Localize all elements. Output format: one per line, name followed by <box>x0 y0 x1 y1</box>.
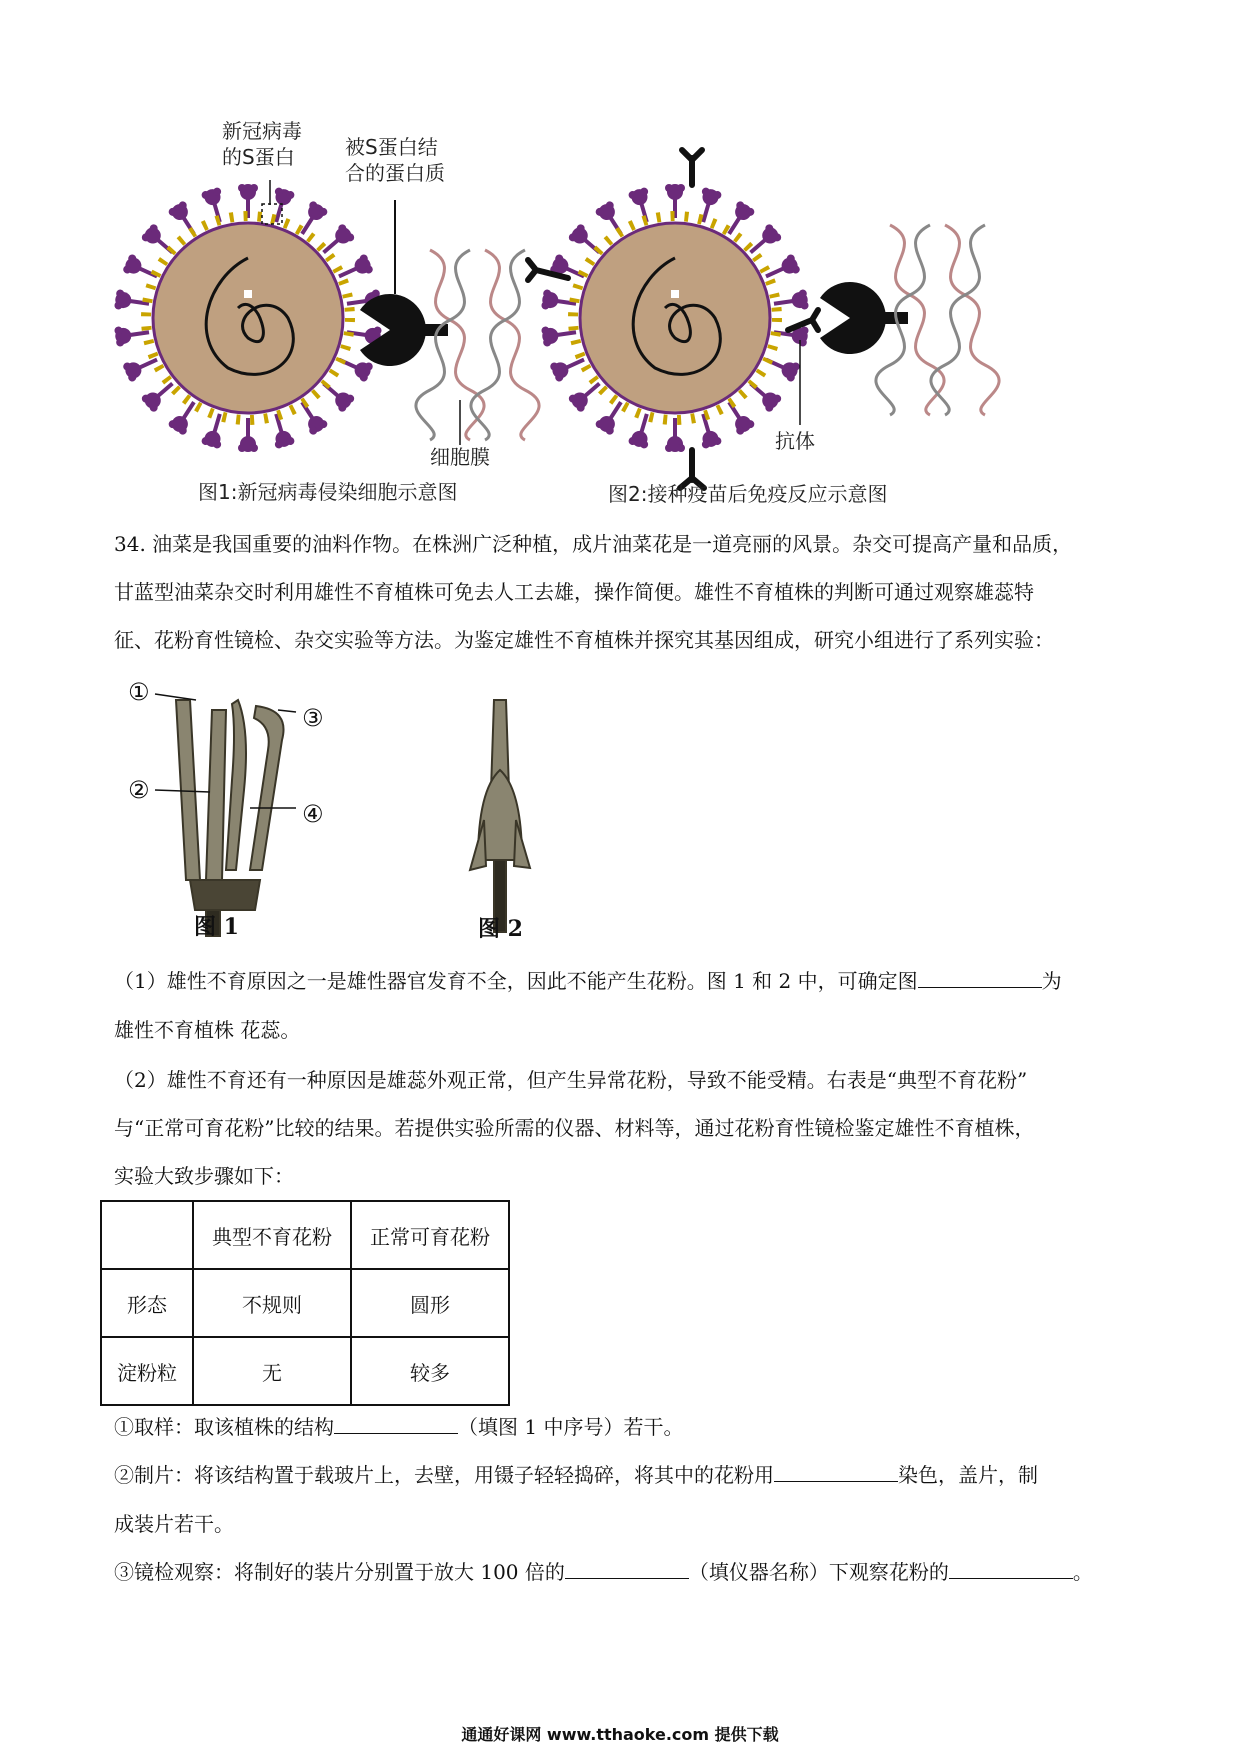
intro-line: 34. 油菜是我国重要的油料作物。在株洲广泛种植，成片油菜花是一道亮丽的风景。杂交可提高产量和品质， <box>114 532 1073 556</box>
dna-membrane-1 <box>416 250 539 440</box>
answer-blank-stain[interactable] <box>774 1461 898 1482</box>
spike-protein <box>762 350 801 382</box>
table-cell: 圆形 <box>351 1269 509 1337</box>
flower-1 <box>176 700 284 936</box>
answer-blank-observation[interactable] <box>949 1558 1073 1579</box>
table-cell: 形态 <box>101 1269 193 1337</box>
flower-figure <box>0 670 600 950</box>
spike-protein <box>665 418 685 452</box>
table-row <box>101 1269 509 1337</box>
intro-line: 甘蓝型油菜杂交时利用雄性不育植株可免去人工去雄，操作简便。雄性不育植株的判断可通过观察雄蕊特 <box>114 580 1034 604</box>
caption-flower-1: 图 1 <box>194 914 239 940</box>
virus-1 <box>114 184 382 452</box>
step-3: ③镜检观察：将制好的装片分别置于放大 100 倍的 （填仪器名称）下观察花粉的 。 <box>114 1560 1093 1584</box>
spike-protein <box>628 187 657 225</box>
table-cell: 不规则 <box>193 1269 351 1337</box>
question-intro <box>114 520 1130 664</box>
part2-line: 与“正常可育花粉”比较的结果。若提供实验所需的仪器、材料等，通过花粉育性镜检鉴定雄性不育植株， <box>114 1116 1035 1140</box>
answer-blank-figure[interactable] <box>918 967 1042 988</box>
spike-protein <box>721 397 756 436</box>
table-cell: 淀粉粒 <box>101 1337 193 1405</box>
table-header-cell <box>101 1201 193 1269</box>
marker-3: ③ <box>302 704 324 732</box>
part1-line1: （1）雄性不育原因之一是雄性器官发育不全，因此不能产生花粉。图 1 和 2 中，可确定图 为 <box>114 969 1062 993</box>
spike-protein <box>594 200 629 239</box>
spike-protein <box>694 187 723 225</box>
spike-protein <box>201 187 230 225</box>
spike-protein <box>294 397 329 436</box>
table-header-row <box>101 1201 509 1269</box>
spike-protein <box>140 223 179 260</box>
spike-protein <box>238 418 258 452</box>
label-s-protein: 新冠病毒 的S蛋白 <box>222 119 302 169</box>
answer-blank-instrument[interactable] <box>565 1558 689 1579</box>
label-cell-membrane: 细胞膜 <box>430 445 490 469</box>
table-row <box>101 1337 509 1405</box>
table-cell: 较多 <box>351 1337 509 1405</box>
marker-2: ② <box>128 776 150 804</box>
spike-protein <box>140 376 179 413</box>
part2-line: 实验大致步骤如下： <box>114 1164 294 1188</box>
table-cell: 无 <box>193 1337 351 1405</box>
part2-line: （2）雄性不育还有一种原因是雄蕊外观正常，但产生异常花粉，导致不能受精。右表是“典型不育花粉” <box>114 1068 1028 1092</box>
spike-protein <box>167 200 202 239</box>
page-footer: 通通好课网 www.tthaoke.com 提供下载 <box>461 1725 779 1744</box>
part1-line2: 雄性不育植株 花蕊。 <box>114 1018 301 1042</box>
marker-4: ④ <box>302 800 324 828</box>
spike-protein <box>267 187 296 225</box>
step-1: ①取样：取该植株的结构 （填图 1 中序号）若干。 <box>114 1415 684 1439</box>
pollen-table <box>100 1200 510 1406</box>
virus-2 <box>541 184 809 452</box>
table-header-cell: 典型不育花粉 <box>193 1201 351 1269</box>
caption-figure-2: 图2:接种疫苗后免疫反应示意图 <box>608 482 888 506</box>
marker-1: ① <box>128 678 150 706</box>
virus-figure <box>0 0 1240 520</box>
flower-2 <box>470 700 530 932</box>
spike-protein <box>122 253 161 285</box>
intro-line: 征、花粉育性镜检、杂交实验等方法。为鉴定雄性不育植株并探究其基因组成，研究小组进行了系列实验： <box>114 628 1054 652</box>
spike-protein <box>567 376 606 413</box>
caption-figure-1: 图1:新冠病毒侵染细胞示意图 <box>198 480 458 504</box>
step-2: ②制片：将该结构置于载玻片上，去壁，用镊子轻轻捣碎，将其中的花粉用 染色，盖片，制 <box>114 1463 1038 1487</box>
label-antibody: 抗体 <box>775 429 815 453</box>
spike-protein <box>744 223 783 260</box>
spike-protein <box>567 223 606 260</box>
table-header-cell: 正常可育花粉 <box>351 1201 509 1269</box>
label-binding-protein: 被S蛋白结 合的蛋白质 <box>345 135 445 185</box>
caption-flower-2: 图 2 <box>478 916 523 942</box>
answer-blank-structure[interactable] <box>334 1413 458 1434</box>
part2-text <box>114 1056 1130 1200</box>
spike-protein <box>317 223 356 260</box>
step-2-cont: 成装片若干。 <box>114 1512 234 1536</box>
